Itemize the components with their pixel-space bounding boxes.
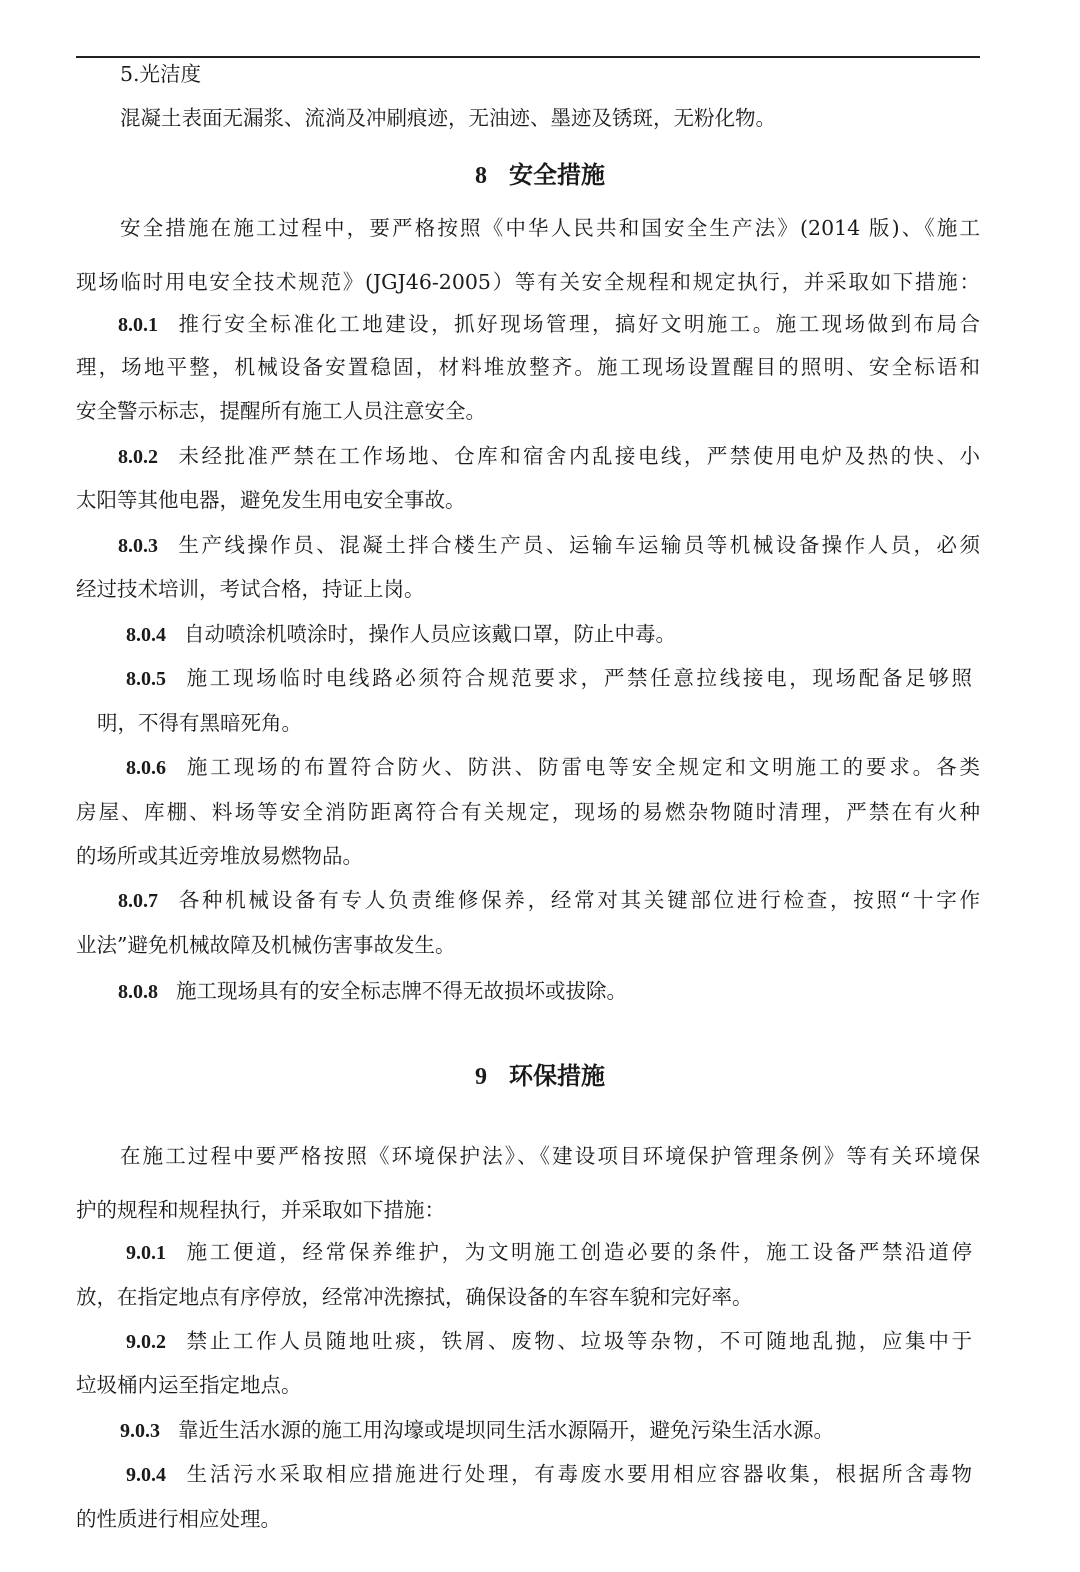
- clause-text: 施工现场临时电线路必须符合规范要求，严禁任意拉线接电，现场配备足够照: [184, 666, 972, 690]
- paragraph-line: 房屋、库棚、料场等安全消防距离符合有关规定，现场的易燃杂物随时清理，严禁在有火种: [76, 800, 980, 824]
- clause-number: 9.0.3: [120, 1420, 160, 1442]
- clause-number: 8.0.3: [118, 535, 158, 557]
- header-rule: [76, 56, 980, 58]
- clause-8-0-1: [118, 309, 980, 340]
- clause-9-0-4: [126, 1459, 972, 1490]
- clause-text: 推行安全标准化工地建设，抓好现场管理，搞好文明施工。施工现场做到布局合: [176, 312, 980, 336]
- clause-number: 8.0.7: [118, 890, 158, 912]
- paragraph-line: 安全措施在施工过程中，要严格按照《中华人民共和国安全生产法》(2014 版)、《施工: [120, 216, 980, 240]
- clause-text: 自动喷涂机喷涂时，操作人员应该戴口罩，防止中毒。: [184, 622, 676, 646]
- clause-text: 靠近生活水源的施工用沟壕或堤坝同生活水源隔开，避免污染生活水源。: [178, 1418, 834, 1442]
- paragraph-line: 护的规程和规程执行，并采取如下措施：: [76, 1198, 445, 1222]
- clause-8-0-8: [118, 976, 627, 1007]
- paragraph-line: 的场所或其近旁堆放易燃物品。: [76, 844, 363, 868]
- clause-9-0-2: [126, 1326, 972, 1357]
- paragraph-line: 混凝土表面无漏浆、流淌及冲刷痕迹，无油迹、墨迹及锈斑，无粉化物。: [120, 106, 776, 130]
- paragraph-line: 现场临时用电安全技术规范》(JGJ46-2005）等有关安全规程和规定执行，并采取如下措施：: [76, 270, 980, 294]
- clause-text: 各种机械设备有专人负责维修保养，经常对其关键部位进行检查，按照“十字作: [176, 888, 980, 912]
- clause-9-0-1: [126, 1237, 972, 1268]
- paragraph-line: 经过技术培训，考试合格，持证上岗。: [76, 577, 425, 601]
- clause-number: 8.0.8: [118, 981, 158, 1003]
- clause-text: 禁止工作人员随地吐痰，铁屑、废物、垃圾等杂物，不可随地乱抛，应集中于: [184, 1329, 972, 1353]
- clause-number: 8.0.2: [118, 446, 158, 468]
- clause-text: 施工现场具有的安全标志牌不得无故损坏或拔除。: [176, 979, 627, 1003]
- section-title: 安全措施: [509, 160, 605, 189]
- paragraph-line: 在施工过程中要严格按照《环境保护法》、《建设项目环境保护管理条例》等有关环境保: [120, 1144, 980, 1168]
- clause-number: 8.0.6: [126, 757, 166, 779]
- paragraph-line: 理，场地平整，机械设备安置稳固，材料堆放整齐。施工现场设置醒目的照明、安全标语和: [76, 355, 980, 379]
- paragraph-line: 明，不得有黑暗死角。: [97, 711, 302, 735]
- clause-8-0-2: [118, 441, 980, 472]
- paragraph-line: 安全警示标志，提醒所有施工人员注意安全。: [76, 399, 486, 423]
- section-9-heading: [0, 1059, 1080, 1094]
- clause-8-0-7: [118, 885, 980, 916]
- clause-text: 生产线操作员、混凝土拌合楼生产员、运输车运输员等机械设备操作人员，必须: [176, 533, 980, 557]
- clause-text: 施工便道，经常保养维护，为文明施工创造必要的条件，施工设备严禁沿道停: [184, 1240, 972, 1264]
- paragraph-line: 太阳等其他电器，避免发生用电安全事故。: [76, 488, 466, 512]
- clause-text: 生活污水采取相应措施进行处理，有毒废水要用相应容器收集，根据所含毒物: [184, 1462, 972, 1486]
- clause-8-0-5: [126, 663, 972, 694]
- clause-8-0-6: [126, 752, 980, 783]
- paragraph-line: 放，在指定地点有序停放，经常冲洗擦拭，确保设备的车容车貌和完好率。: [76, 1285, 753, 1309]
- clause-number: 9.0.4: [126, 1464, 166, 1486]
- clause-number: 9.0.1: [126, 1242, 166, 1264]
- section-number: 8: [475, 163, 487, 189]
- clause-8-0-4: [126, 619, 676, 650]
- clause-8-0-3: [118, 530, 980, 561]
- paragraph-line: 的性质进行相应处理。: [76, 1507, 281, 1531]
- clause-number: 8.0.1: [118, 314, 158, 336]
- section-8-heading: [0, 158, 1080, 193]
- paragraph-line: 业法”避免机械故障及机械伤害事故发生。: [76, 933, 456, 957]
- clause-text: 未经批准严禁在工作场地、仓库和宿舍内乱接电线，严禁使用电炉及热的快、小: [176, 444, 980, 468]
- clause-number: 8.0.5: [126, 668, 166, 690]
- clause-text: 施工现场的布置符合防火、防洪、防雷电等安全规定和文明施工的要求。各类: [184, 755, 980, 779]
- clause-number: 9.0.2: [126, 1331, 166, 1353]
- section-number: 9: [475, 1064, 487, 1090]
- section-title: 环保措施: [509, 1061, 605, 1090]
- subsection-heading: 5.光洁度: [120, 62, 202, 86]
- clause-9-0-3: [120, 1415, 834, 1446]
- paragraph-line: 垃圾桶内运至指定地点。: [76, 1373, 302, 1397]
- clause-number: 8.0.4: [126, 624, 166, 646]
